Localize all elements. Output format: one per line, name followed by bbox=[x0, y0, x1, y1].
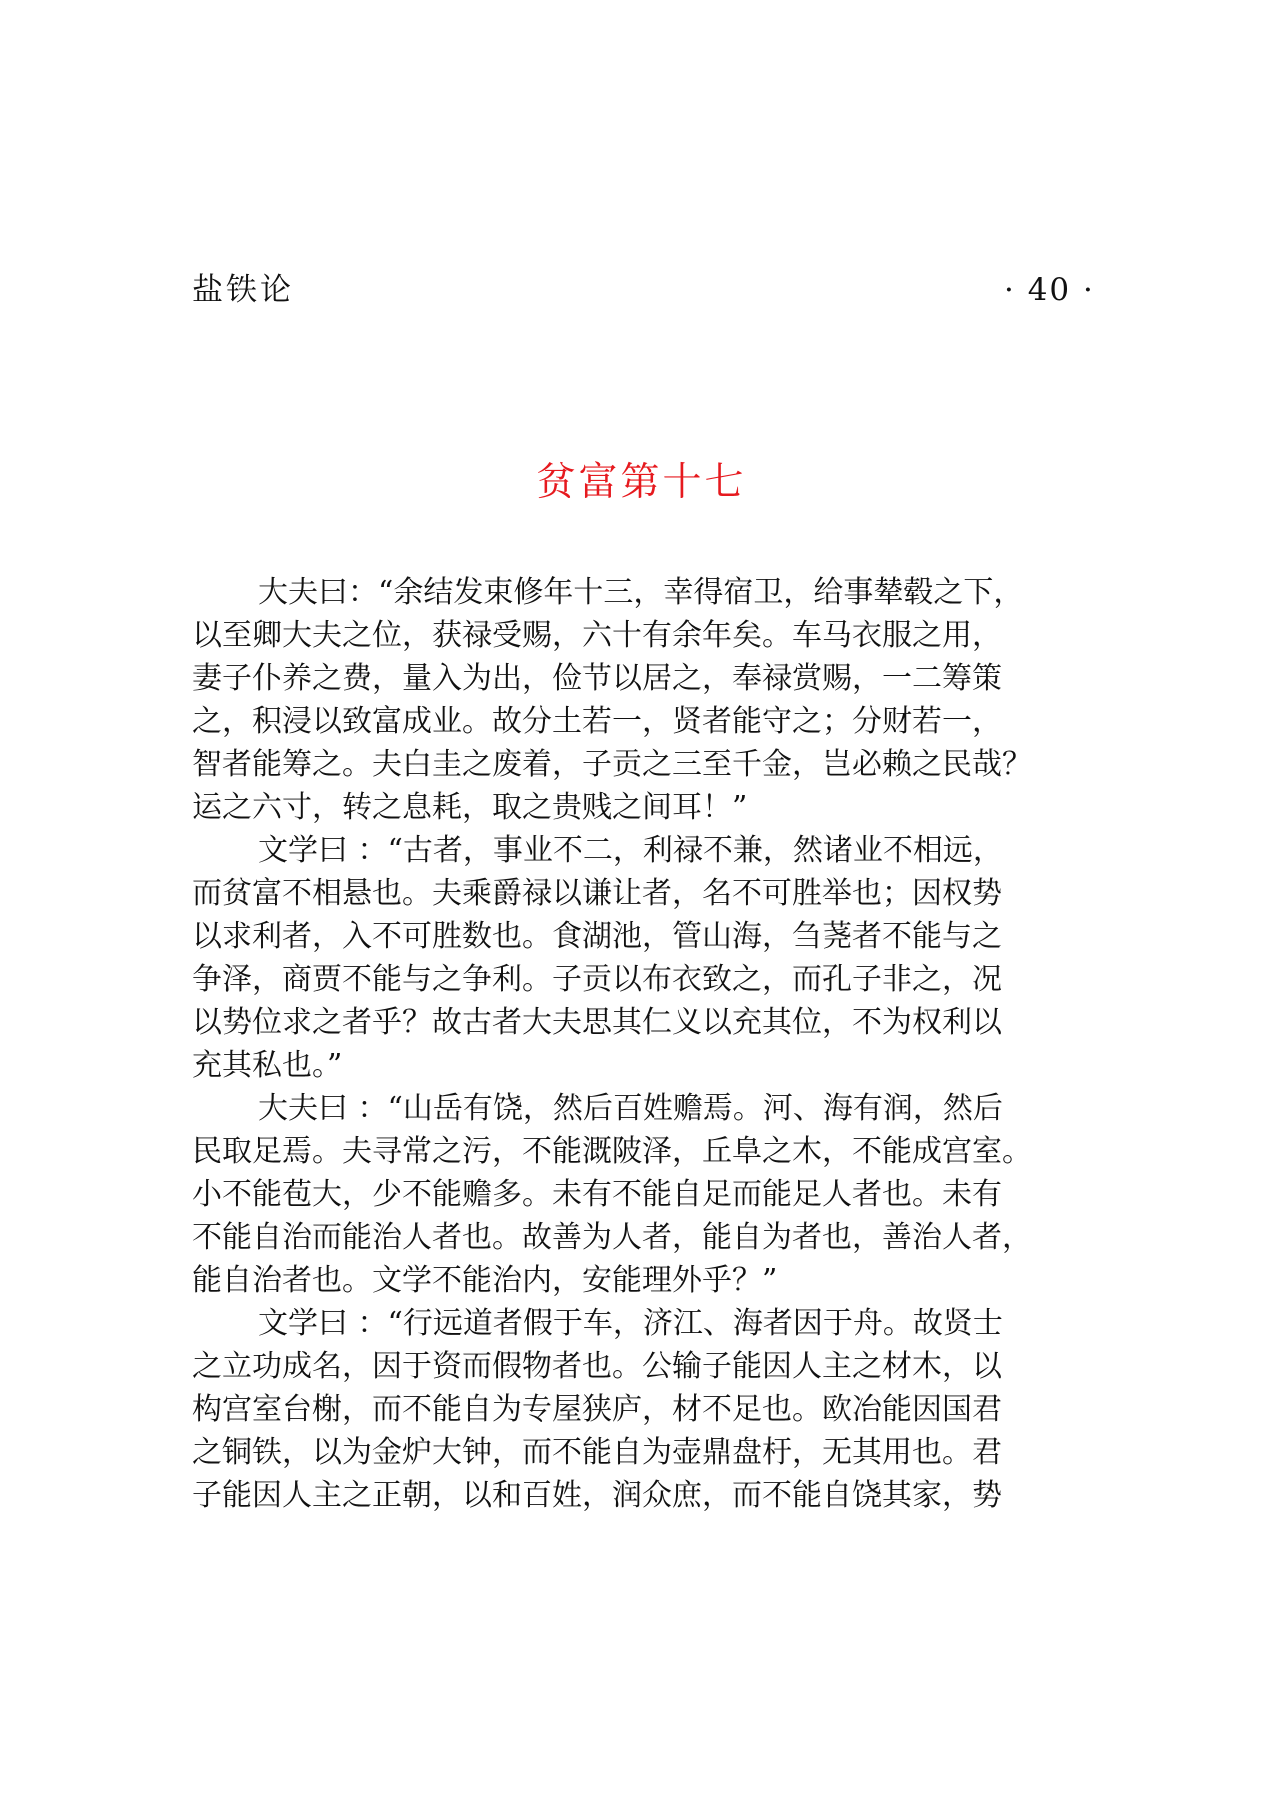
text-line: 以求利者，入不可胜数也。食湖池，管山海，刍荛者不能与之 bbox=[192, 919, 1002, 954]
text-line: 民取足焉。夫寻常之污，不能溉陂泽，丘阜之木，不能成宫室。 bbox=[192, 1134, 1032, 1169]
text-line: 以至卿大夫之位，获禄受赐，六十有余年矣。车马衣服之用， bbox=[192, 618, 1002, 653]
text-line: 不能自治而能治人者也。故善为人者，能自为者也，善治人者， bbox=[192, 1220, 1032, 1255]
text-line: 文学曰 ：“行远道者假于车，济江、海者因于舟。故贤士 bbox=[258, 1306, 1003, 1341]
chapter-title: 贫富第十七 bbox=[536, 460, 747, 505]
text-line: 智者能筹之。夫白圭之废着，子贡之三至千金，岂必赖之民哉？ bbox=[192, 747, 1032, 782]
text-line: 争泽，商贾不能与之争利。子贡以布衣致之，而孔子非之，况 bbox=[192, 962, 1002, 997]
text-line: 大夫曰：“余结发束修年十三，幸得宿卫，给事辇毂之下， bbox=[258, 575, 1024, 610]
text-line: 小不能苞大，少不能赡多。未有不能自足而能足人者也。未有 bbox=[192, 1177, 1002, 1212]
text-line: 能自治者也。文学不能治内，安能理外乎？” bbox=[192, 1263, 778, 1298]
text-line: 子能因人主之正朝，以和百姓，润众庶，而不能自饶其家，势 bbox=[192, 1478, 1002, 1513]
text-line: 以势位求之者乎？故古者大夫思其仁义以充其位，不为权利以 bbox=[192, 1005, 1002, 1040]
text-line: 妻子仆养之费，量入为出，俭节以居之，奉禄赏赐，一二筹策 bbox=[192, 661, 1002, 696]
text-line: 构宫室台榭，而不能自为专屋狭庐，材不足也。欧冶能因国君 bbox=[192, 1392, 1002, 1427]
running-title: 盐铁论 bbox=[192, 272, 294, 308]
text-line: 运之六寸，转之息耗，取之贵贱之间耳！” bbox=[192, 790, 748, 825]
text-line: 之，积浸以致富成业。故分土若一，贤者能守之；分财若一， bbox=[192, 704, 1002, 739]
text-line: 而贫富不相悬也。夫乘爵禄以谦让者，名不可胜举也；因权势 bbox=[192, 876, 1002, 911]
text-line: 充其私也。” bbox=[192, 1048, 343, 1083]
body-text bbox=[192, 571, 1112, 1517]
text-line: 之铜铁，以为金炉大钟，而不能自为壶鼎盘杅，无其用也。君 bbox=[192, 1435, 1002, 1470]
page-number: · 40 · bbox=[1004, 272, 1095, 308]
text-line: 文学曰 ：“古者，事业不二，利禄不兼，然诸业不相远， bbox=[258, 833, 1003, 868]
text-line: 大夫曰 ：“山岳有饶，然后百姓赡焉。河、海有润，然后 bbox=[258, 1091, 1003, 1126]
text-line: 之立功成名，因于资而假物者也。公输子能因人主之材木，以 bbox=[192, 1349, 1002, 1384]
